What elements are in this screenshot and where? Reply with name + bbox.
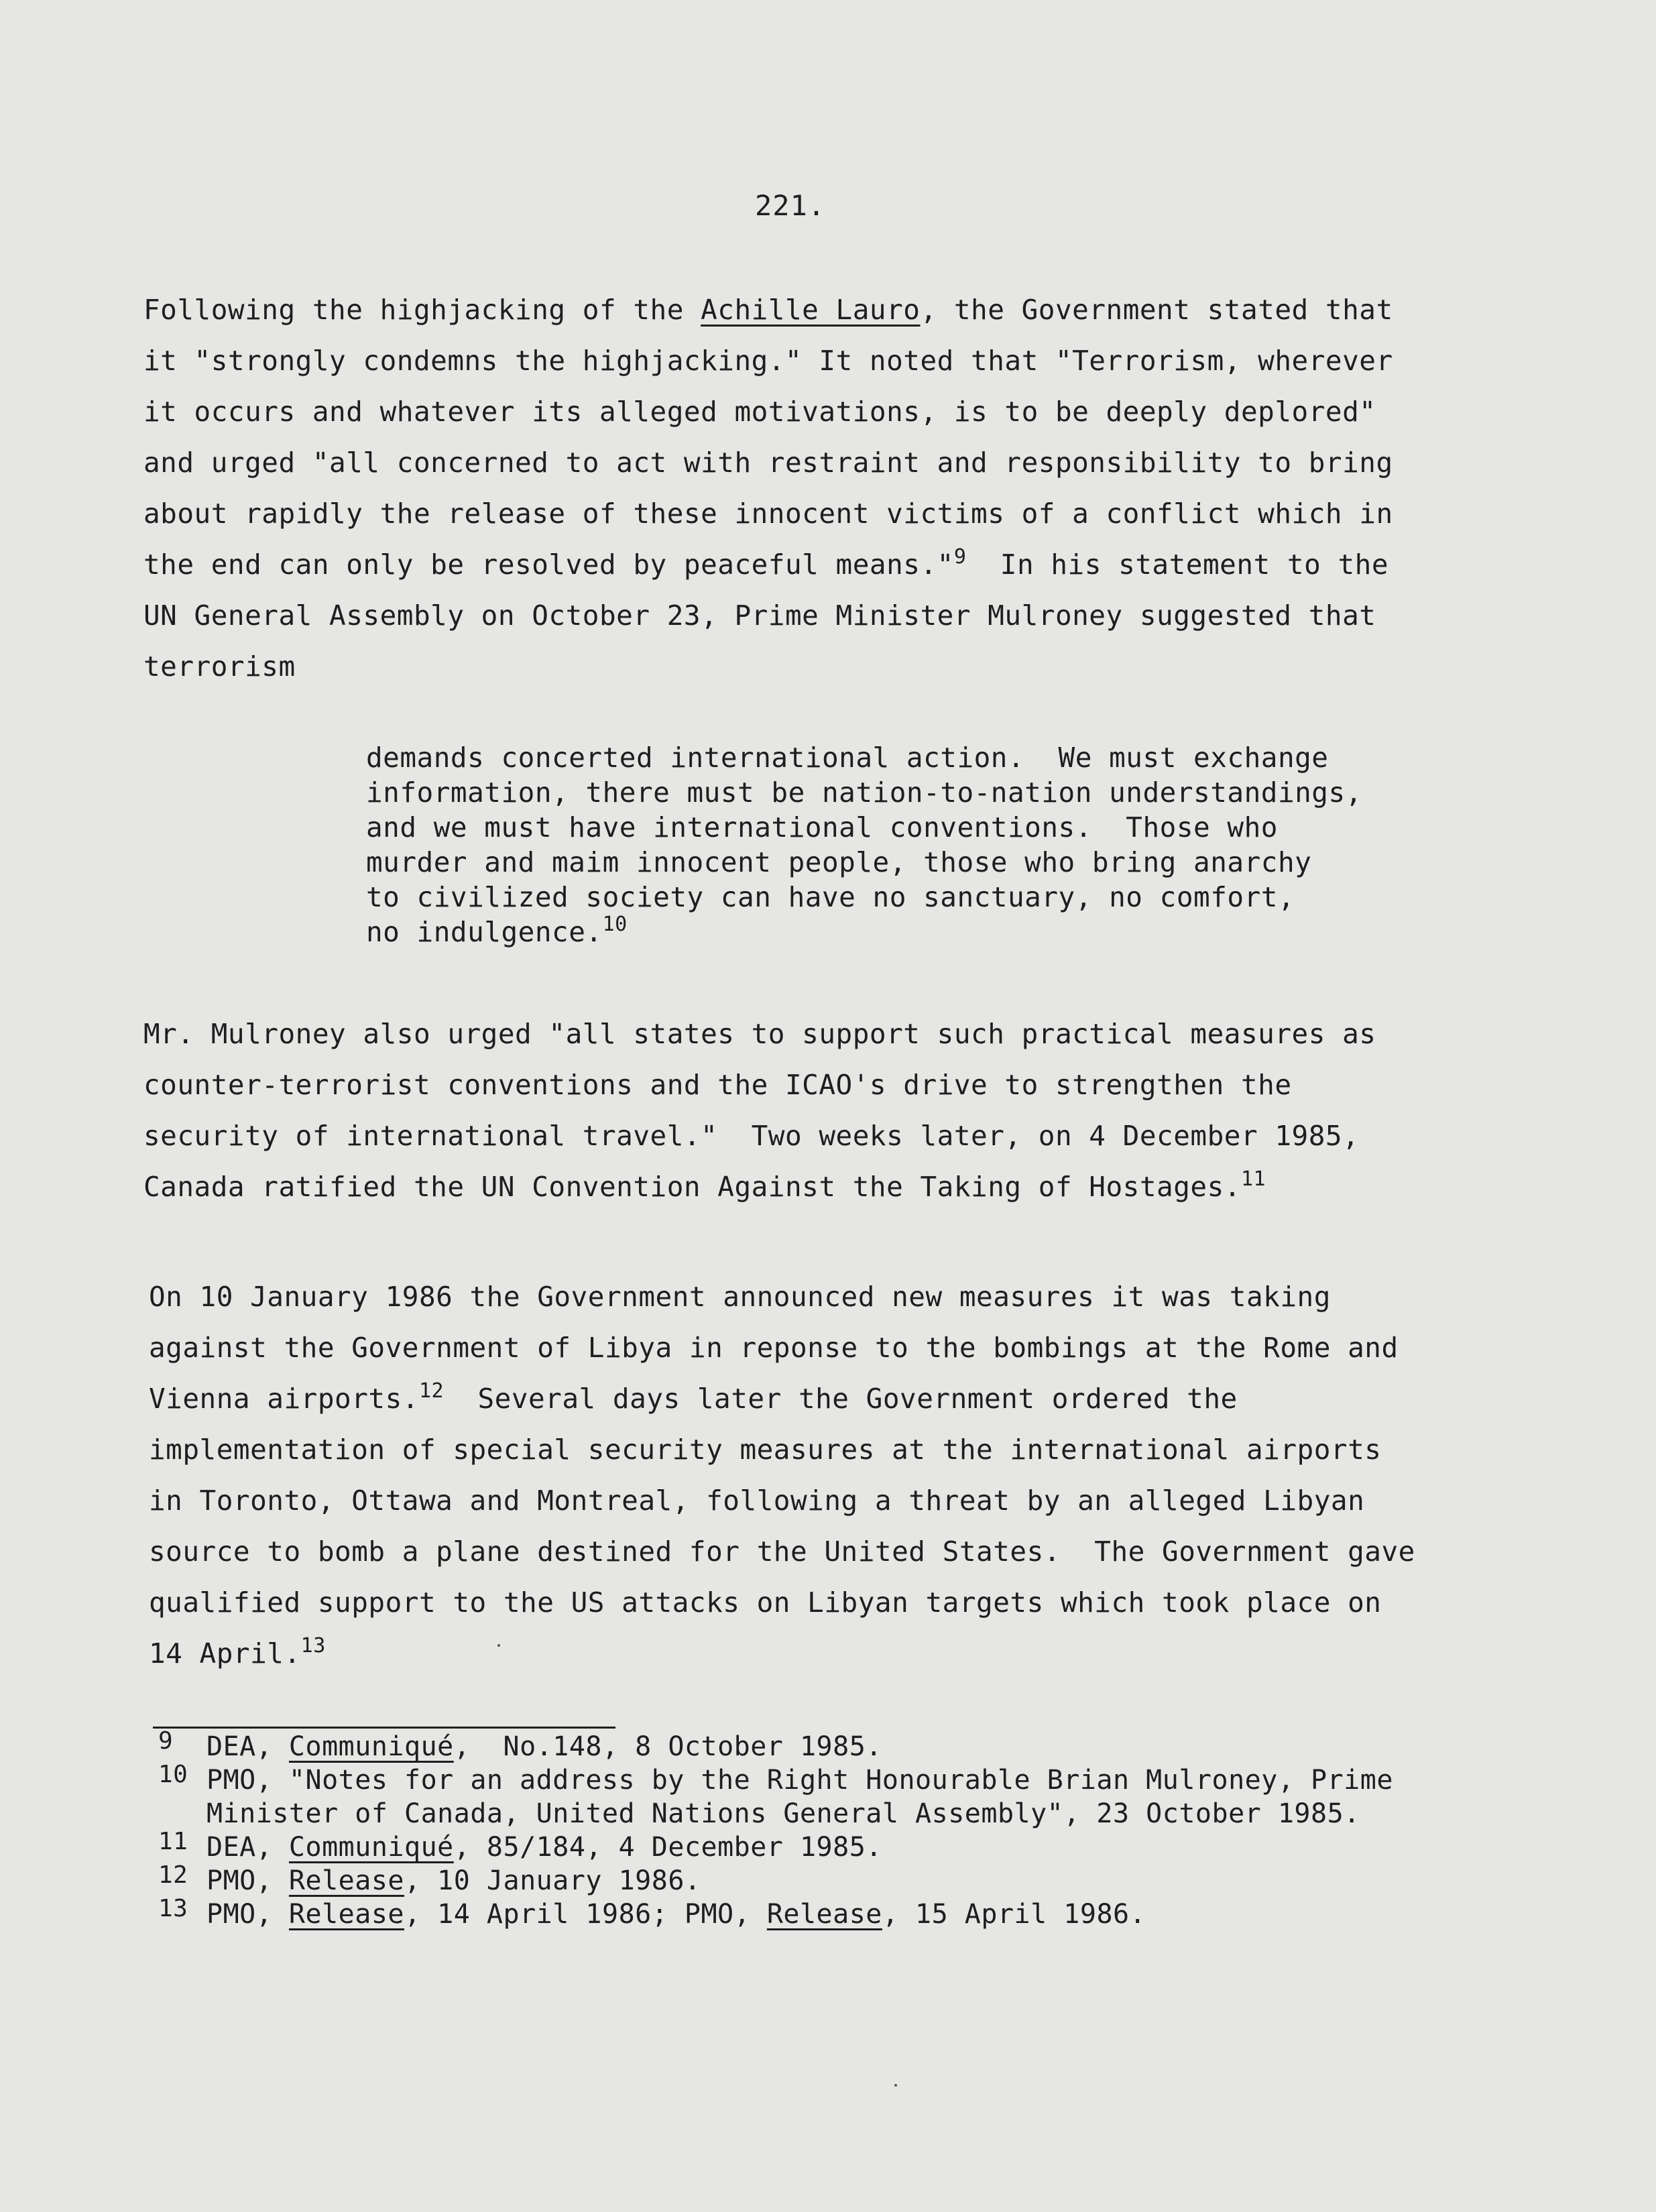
footnote-reference: 9	[953, 545, 967, 569]
footnotes-section	[158, 1727, 1472, 1931]
text-run: PMO, "Notes for an address by the Right Honourable Brian Mulroney, Prime	[206, 1765, 1393, 1796]
text-run: counter-terrorist conventions and the ICAO's drive to strengthen the	[143, 1069, 1292, 1101]
text-line	[149, 1424, 1463, 1475]
text-line	[143, 1008, 1458, 1059]
footnote	[158, 1861, 1472, 1898]
text-run: Mr. Mulroney also urged "all states to support such practical measures as	[143, 1018, 1376, 1050]
text-line	[143, 335, 1458, 386]
text-line	[143, 539, 1458, 590]
text-run: murder and maim innocent people, those who bring anarchy	[366, 846, 1312, 878]
text-line	[366, 810, 1412, 845]
text-run: PMO,	[206, 1899, 289, 1930]
text-run: Several days later the Government ordered the	[444, 1383, 1238, 1415]
text-line	[206, 1730, 1472, 1763]
text-run: terrorism	[143, 650, 296, 683]
text-line	[206, 1797, 1472, 1830]
text-run: In his statement to the	[966, 548, 1389, 581]
text-line	[143, 386, 1458, 437]
text-line	[149, 1271, 1463, 1322]
text-run: in Toronto, Ottawa and Montreal, following a threat by an alleged Libyan	[149, 1485, 1365, 1517]
footnote-reference: 12	[418, 1379, 445, 1403]
block-quote-mulroney	[366, 740, 1412, 949]
text-run: and we must have international conventions. Those who	[366, 811, 1278, 843]
text-run: it occurs and whatever its alleged motivations, is to be deeply deplored"	[143, 396, 1376, 428]
text-run: security of international travel." Two weeks later, on 4 December 1985,	[143, 1120, 1360, 1152]
text-line	[366, 740, 1412, 775]
footnote-reference: 11	[1240, 1167, 1266, 1191]
text-run: the end can only be resolved by peaceful means."	[143, 548, 954, 581]
text-run: UN General Assembly on October 23, Prime Minister Mulroney suggested that	[143, 599, 1376, 632]
footnote-separator-rule	[153, 1727, 615, 1729]
page-number: 221.	[755, 189, 826, 222]
footnote-text	[206, 1763, 1472, 1830]
text-run: , the Government stated that	[920, 294, 1393, 326]
paragraph-achille-lauro	[143, 284, 1458, 692]
scan-speck	[894, 2084, 897, 2087]
text-line	[143, 1059, 1458, 1110]
text-run: Canada ratified the UN Convention Against the Taking of Hostages.	[143, 1171, 1241, 1203]
text-line	[143, 641, 1458, 692]
text-run: Vienna airports.	[149, 1383, 419, 1415]
footnote	[158, 1895, 1472, 1931]
text-line	[366, 915, 1412, 949]
text-line	[143, 1161, 1458, 1212]
text-line	[143, 284, 1458, 335]
text-line	[366, 845, 1412, 880]
text-run: qualified support to the US attacks on Libyan targets which took place on	[149, 1586, 1382, 1619]
underlined-title: Release	[288, 1899, 404, 1930]
text-line	[149, 1577, 1463, 1628]
text-run: 14 April.	[149, 1637, 301, 1670]
text-run: it "strongly condemns the highjacking." It noted that "Terrorism, wherever	[143, 345, 1393, 377]
footnote-reference: 10	[602, 913, 628, 936]
text-run: , 14 April 1986; PMO,	[404, 1899, 767, 1930]
footnote	[158, 1763, 1472, 1830]
text-line	[206, 1864, 1472, 1898]
text-run: , No.148, 8 October 1985.	[453, 1731, 882, 1762]
footnote-text	[206, 1898, 1472, 1931]
text-run: , 85/184, 4 December 1985.	[453, 1832, 882, 1863]
text-line	[149, 1526, 1463, 1577]
text-line	[206, 1763, 1472, 1797]
text-run: implementation of special security measures at the international airports	[149, 1434, 1382, 1466]
paragraph-mulroney-ratification	[143, 1008, 1458, 1212]
footnote-text	[206, 1830, 1472, 1864]
text-run: demands concerted international action. We must exchange	[366, 742, 1329, 774]
text-line	[143, 488, 1458, 539]
underlined-title: Communiqué	[288, 1832, 454, 1863]
text-run: no indulgence.	[366, 916, 603, 948]
text-run: DEA,	[206, 1832, 289, 1863]
footnote-text	[206, 1730, 1472, 1763]
text-line	[149, 1475, 1463, 1526]
underlined-title: Release	[766, 1899, 882, 1930]
footnote-number: 10	[158, 1761, 188, 1788]
footnote-number: 9	[158, 1727, 174, 1755]
footnote-number: 13	[158, 1895, 188, 1922]
text-line	[206, 1898, 1472, 1931]
text-line	[366, 880, 1412, 915]
footnote-reference: 13	[300, 1634, 326, 1657]
text-run: source to bomb a plane destined for the United States. The Government gave	[149, 1535, 1415, 1568]
text-line	[149, 1628, 1463, 1679]
text-run: , 10 January 1986.	[404, 1865, 701, 1896]
text-run: about rapidly the release of these innocent victims of a conflict which in	[143, 498, 1393, 530]
text-line	[143, 1110, 1458, 1161]
text-run: , 15 April 1986.	[882, 1899, 1146, 1930]
text-line	[206, 1830, 1472, 1864]
footnote	[158, 1830, 1472, 1864]
paragraph-libya-measures	[149, 1271, 1463, 1679]
text-run: and urged "all concerned to act with restraint and responsibility to bring	[143, 447, 1393, 479]
text-run: against the Government of Libya in reponse to the bombings at the Rome and	[149, 1332, 1399, 1364]
text-run: Following the highjacking of the	[143, 294, 701, 326]
scan-speck	[497, 1644, 500, 1647]
footnote	[158, 1727, 1472, 1763]
text-run: On 10 January 1986 the Government announced new measures it was taking	[149, 1281, 1331, 1313]
text-run: PMO,	[206, 1865, 289, 1896]
text-line	[149, 1373, 1463, 1424]
text-line	[366, 775, 1412, 810]
text-run: DEA,	[206, 1731, 289, 1762]
underlined-title: Achille Lauro	[701, 294, 921, 326]
underlined-title: Release	[288, 1865, 404, 1896]
text-run: to civilized society can have no sanctuary, no comfort,	[366, 881, 1295, 913]
footnote-number: 11	[158, 1828, 188, 1855]
text-line	[143, 590, 1458, 641]
text-line	[149, 1322, 1463, 1373]
text-run: Minister of Canada, United Nations General Assembly", 23 October 1985.	[206, 1798, 1360, 1829]
text-line	[143, 437, 1458, 488]
text-run: information, there must be nation-to-nation understandings,	[366, 776, 1362, 809]
footnote-number: 12	[158, 1861, 188, 1889]
underlined-title: Communiqué	[288, 1731, 454, 1762]
footnote-text	[206, 1864, 1472, 1898]
